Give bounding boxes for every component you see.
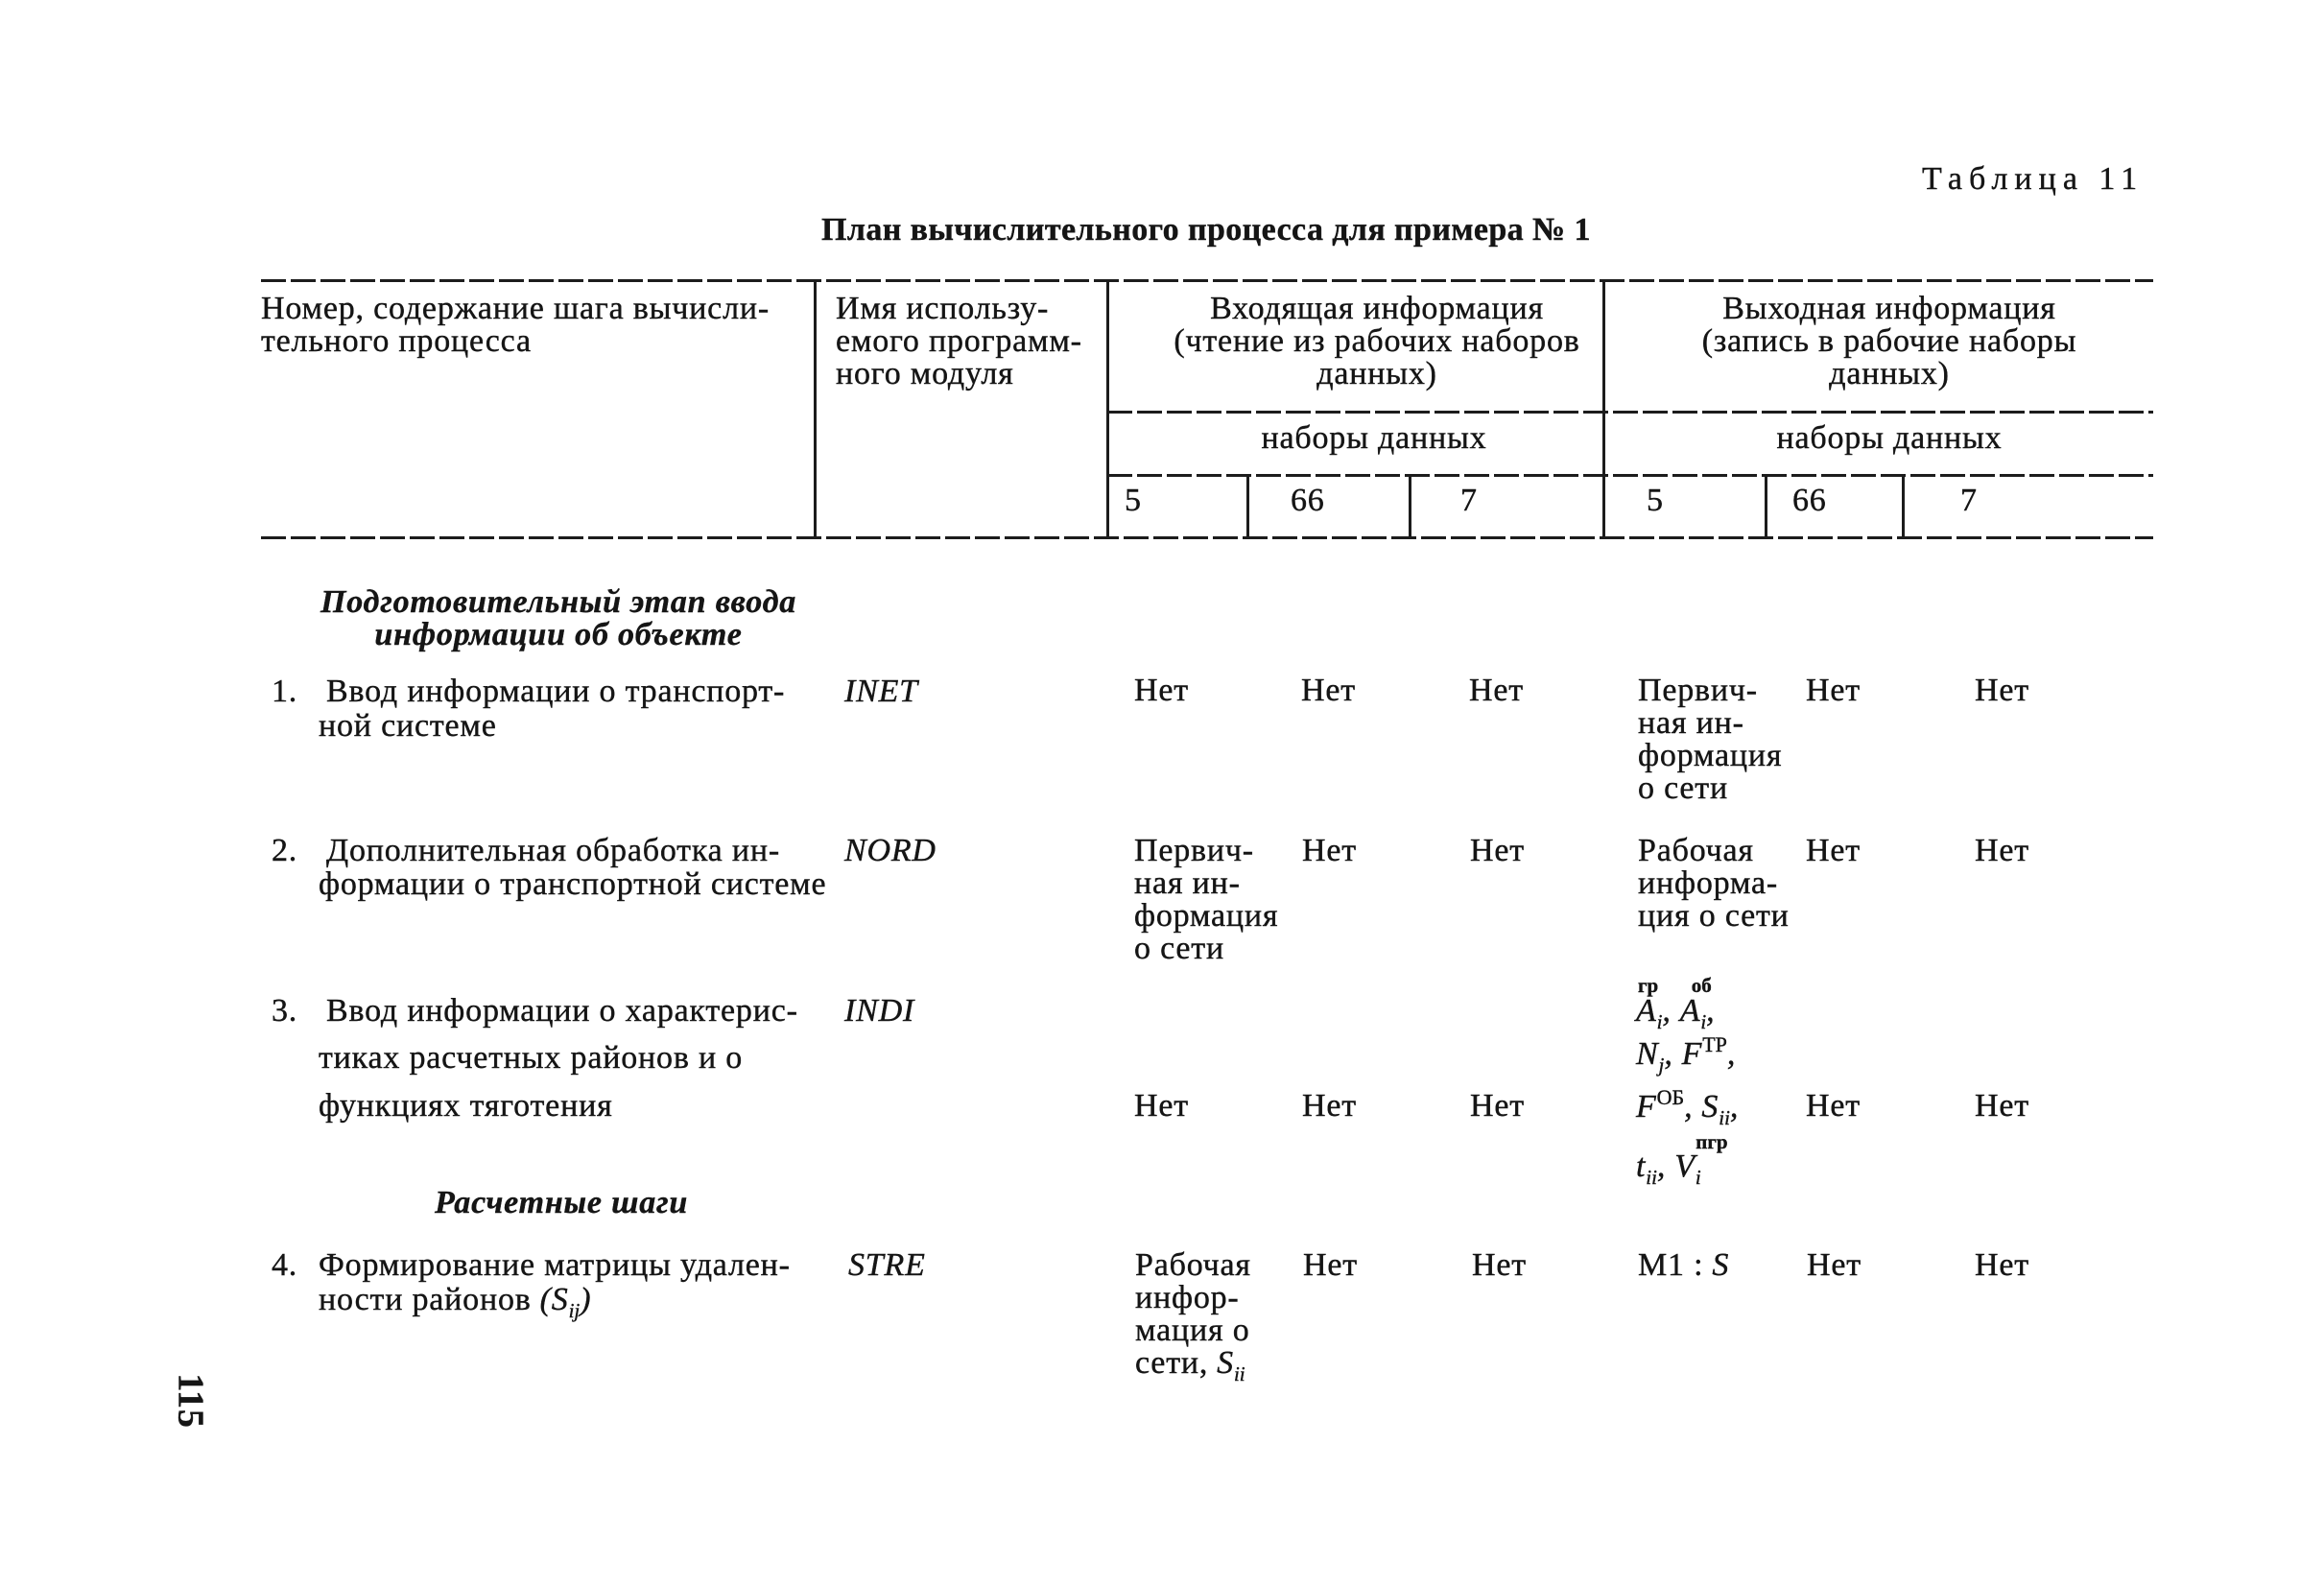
formula-symbol xyxy=(1636,974,1663,1033)
table-label: Таблица 11 xyxy=(1922,161,2145,197)
cell-line: формация xyxy=(1638,738,1783,773)
formula-symbol xyxy=(1679,974,1712,1033)
step-description-line: формации о транспортной системе xyxy=(319,866,827,902)
symbol-base: S xyxy=(1701,1089,1719,1124)
header-line: тельного процесса xyxy=(261,323,532,359)
symbol-superscript: ОБ xyxy=(1656,1085,1685,1109)
symbol-separator: , xyxy=(1656,1148,1667,1184)
symbol-base: t xyxy=(1636,1148,1647,1184)
output-set-66-cell: Нет xyxy=(1807,1247,1862,1283)
column-divider xyxy=(1106,279,1109,539)
table-title: План вычислительного процесса для примера № 1 xyxy=(821,212,1591,248)
cell-line: о сети xyxy=(1638,770,1728,806)
cell-line: ная ин- xyxy=(1134,865,1241,901)
header-line: Выходная информация xyxy=(1722,291,2056,326)
step-description-line xyxy=(319,1282,592,1322)
step-description-line: Дополнительная обработка ин- xyxy=(326,833,780,868)
header-input-column xyxy=(1118,293,1636,391)
symbol-separator: , xyxy=(1662,993,1672,1029)
header-line: (чтение из рабочих наборов xyxy=(1174,323,1580,359)
header-sets-rule xyxy=(1107,474,2153,477)
formula-line xyxy=(1636,1032,1737,1077)
symbol-close: ) xyxy=(580,1282,592,1317)
input-set-7-cell: Нет xyxy=(1470,833,1525,868)
step-description-line: тиках расчетных районов и о xyxy=(319,1040,744,1076)
input-set-7-cell: Нет xyxy=(1472,1247,1527,1283)
output-set-number: 5 xyxy=(1647,483,1664,518)
header-line: ного модуля xyxy=(836,356,1014,391)
header-group-rule xyxy=(1107,411,2153,414)
header-top-rule xyxy=(261,279,2153,282)
header-line: Имя использу- xyxy=(836,291,1050,326)
cell-line: Первич- xyxy=(1134,833,1254,868)
symbol-superscript: об xyxy=(1691,974,1712,997)
symbol-subscript: i xyxy=(1695,1166,1701,1189)
formula-symbol xyxy=(1636,1085,1685,1124)
cell-line: формация xyxy=(1134,898,1279,934)
header-line: данных) xyxy=(1829,356,1950,391)
input-set-number: 5 xyxy=(1125,483,1142,518)
column-divider xyxy=(814,279,817,539)
symbol-base: A xyxy=(1636,993,1657,1029)
symbol-superscript: ТР xyxy=(1702,1032,1727,1056)
formula-line xyxy=(1636,1130,1728,1189)
symbol-subscript: i xyxy=(1656,1010,1663,1033)
section-heading-line: Подготовительный этап ввода xyxy=(320,584,797,620)
output-set-7-cell: Нет xyxy=(1975,833,2029,868)
formula-symbol xyxy=(1636,1148,1657,1189)
header-module-column xyxy=(836,293,1082,391)
cell-line: мация о xyxy=(1135,1313,1250,1348)
module-name: STRE xyxy=(848,1247,926,1283)
header-line: данных) xyxy=(1316,356,1437,391)
symbol-subscript: ii xyxy=(1646,1166,1657,1189)
input-set-number: 66 xyxy=(1291,483,1325,518)
symbol-base: A xyxy=(1679,993,1701,1029)
module-name: INET xyxy=(844,674,918,709)
description-text: ности районов xyxy=(319,1282,532,1317)
step-number: 3. xyxy=(272,993,298,1029)
output-set-66-cell: Нет xyxy=(1806,673,1861,708)
input-set-7-cell: Нет xyxy=(1470,1088,1525,1124)
symbol-base: N xyxy=(1636,1036,1659,1072)
step-description-line: функциях тяготения xyxy=(319,1088,613,1124)
step-number: 1. xyxy=(272,674,298,709)
symbol-subscript: ii xyxy=(1233,1362,1245,1385)
matrix-symbol: S xyxy=(1712,1247,1730,1283)
symbol-subscript: j xyxy=(1658,1053,1665,1077)
subcolumn-divider xyxy=(1902,474,1905,539)
output-set-5-cell xyxy=(1638,835,1790,933)
cell-line: Рабочая xyxy=(1135,1247,1251,1283)
cell-line xyxy=(1135,1345,1251,1385)
header-output-sets: наборы данных xyxy=(1776,420,2003,456)
input-set-number: 7 xyxy=(1460,483,1478,518)
input-set-5-cell: Нет xyxy=(1134,673,1189,708)
cell-text: M1 : xyxy=(1638,1247,1704,1283)
symbol-subscript: ii xyxy=(1719,1106,1730,1129)
output-set-66-cell: Нет xyxy=(1806,833,1861,868)
cell-line: информа- xyxy=(1638,865,1779,901)
symbol-base: S xyxy=(1217,1345,1234,1381)
input-set-66-cell: Нет xyxy=(1302,833,1357,868)
symbol-base: V xyxy=(1674,1148,1696,1184)
output-set-7-cell: Нет xyxy=(1975,673,2029,708)
symbol-superscript: пгр xyxy=(1696,1130,1728,1153)
output-set-number: 66 xyxy=(1792,483,1827,518)
symbol-subscript: ij xyxy=(568,1299,581,1322)
header-line: (запись в рабочие наборы xyxy=(1701,323,2077,359)
symbol-subscript: i xyxy=(1700,1010,1707,1033)
cell-text: сети, xyxy=(1135,1345,1209,1381)
symbol-base: F xyxy=(1636,1089,1657,1124)
symbol-separator: , xyxy=(1664,1036,1673,1072)
symbol-open: ( xyxy=(539,1282,552,1317)
subcolumn-divider xyxy=(1246,474,1249,539)
input-set-66-cell: Нет xyxy=(1302,1088,1357,1124)
cell-line: инфор- xyxy=(1135,1280,1240,1315)
header-input-sets: наборы данных xyxy=(1261,420,1487,456)
module-name: INDI xyxy=(844,993,915,1029)
step-description-line: ной системе xyxy=(319,708,497,744)
subcolumn-divider xyxy=(1409,474,1411,539)
step-description-line: Ввод информации о транспорт- xyxy=(326,674,786,709)
page-number: 115 xyxy=(170,1373,211,1429)
module-name: NORD xyxy=(844,833,937,868)
output-set-number: 7 xyxy=(1960,483,1978,518)
input-set-66-cell: Нет xyxy=(1303,1247,1358,1283)
header-step-column xyxy=(261,293,770,358)
step-number: 2. xyxy=(272,833,298,868)
symbol-separator: , xyxy=(1706,993,1716,1029)
step-description-line: Ввод информации о характерис- xyxy=(326,993,798,1029)
formula-line xyxy=(1636,974,1716,1033)
input-set-5-cell xyxy=(1135,1247,1251,1385)
symbol-separator: , xyxy=(1684,1089,1694,1124)
header-line: Номер, содержание шага вычисли- xyxy=(261,291,770,326)
output-set-7-cell: Нет xyxy=(1975,1088,2029,1124)
header-line: емого программ- xyxy=(836,323,1082,359)
output-set-7-cell: Нет xyxy=(1975,1247,2029,1283)
cell-line: о сети xyxy=(1134,931,1224,966)
formula-symbol xyxy=(1681,1032,1727,1072)
header-bottom-rule xyxy=(261,536,2153,539)
cell-line: Первич- xyxy=(1638,673,1758,708)
section-heading-line: информации об объекте xyxy=(374,617,743,652)
input-set-7-cell: Нет xyxy=(1469,673,1524,708)
formula-symbol xyxy=(1674,1130,1728,1189)
section-heading-calc: Расчетные шаги xyxy=(435,1185,689,1220)
cell-line: ная ин- xyxy=(1638,705,1744,741)
step-number: 4. xyxy=(272,1247,298,1283)
formula-line xyxy=(1636,1085,1740,1129)
output-set-5-cell xyxy=(1638,1249,1729,1282)
output-set-5-cell xyxy=(1638,675,1782,805)
symbol-base: S xyxy=(551,1282,569,1317)
section-heading-prep xyxy=(271,586,846,651)
symbol-separator: , xyxy=(1729,1089,1740,1124)
formula-symbol xyxy=(1636,1036,1665,1077)
formula-symbol xyxy=(1701,1089,1730,1129)
cell-line: ция о сети xyxy=(1638,898,1790,934)
output-set-66-cell: Нет xyxy=(1806,1088,1861,1124)
header-line: Входящая информация xyxy=(1210,291,1544,326)
input-set-5-cell: Нет xyxy=(1134,1088,1189,1124)
symbol-separator: , xyxy=(1726,1036,1737,1072)
input-set-66-cell: Нет xyxy=(1301,673,1356,708)
symbol-base: F xyxy=(1681,1036,1703,1072)
subcolumn-divider xyxy=(1765,474,1767,539)
symbol-superscript: гр xyxy=(1638,974,1659,997)
cell-line: Рабочая xyxy=(1638,833,1754,868)
step-description-line: Формирование матрицы удален- xyxy=(319,1247,791,1283)
distance-symbol xyxy=(539,1282,592,1322)
header-output-column xyxy=(1640,293,2139,391)
input-set-5-cell xyxy=(1134,835,1278,965)
distance-symbol xyxy=(1217,1345,1245,1385)
